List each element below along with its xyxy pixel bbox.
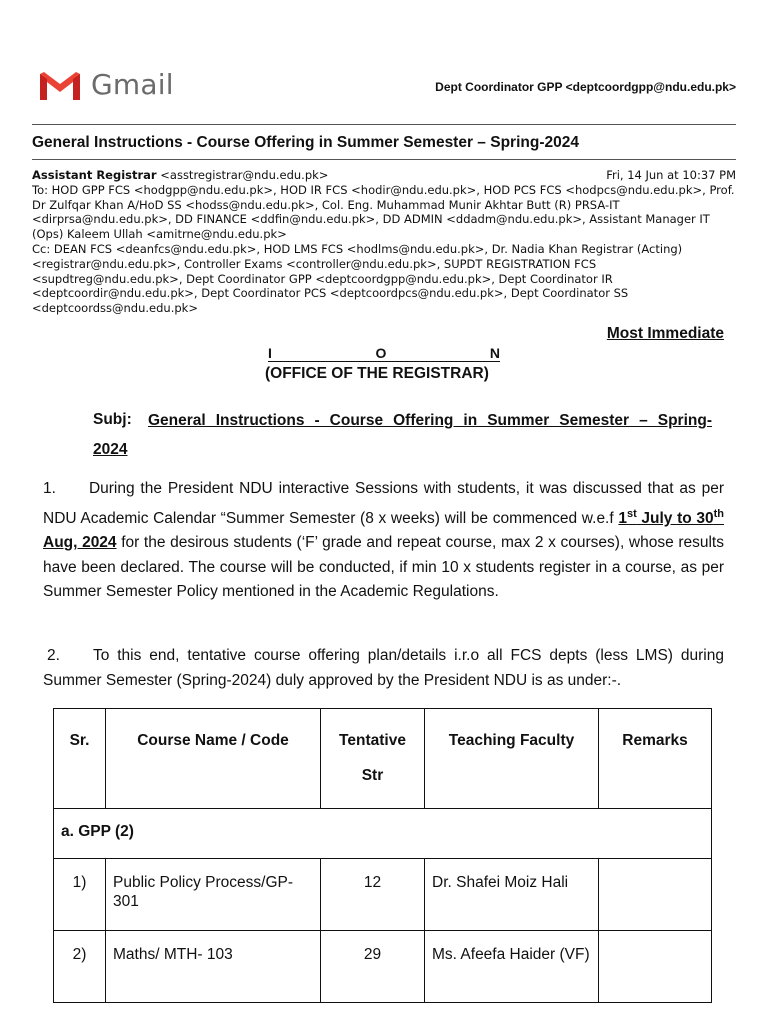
ion-letter: I: [268, 345, 272, 361]
cell-faculty: Dr. Shafei Moiz Hali: [425, 859, 599, 931]
para-text: for the desirous students (‘F’ grade and repeat course, max 2 x courses), whose results have been declared. The course will be conducted, if min 10 x students register in a course, as per Summer Semester Policy mentioned in the Academic Regulations.: [43, 534, 724, 601]
cell-remarks: [599, 931, 712, 1003]
course-offering-table: [53, 708, 712, 1003]
table-header-row: [54, 709, 712, 809]
memo-subject: General Instructions - Course Offering in Summer Semester – Spring-: [148, 412, 712, 429]
sender-email: <asstregistrar@ndu.edu.pk>: [160, 168, 329, 182]
para-number: 2.: [47, 647, 60, 664]
paragraph-2: [43, 644, 724, 693]
subject-label: Subj:: [93, 411, 132, 428]
header-strength-line1: Tentative: [339, 732, 406, 749]
cell-course: Public Policy Process/GP-301: [106, 859, 321, 931]
memo-subject-cont: 2024: [93, 441, 128, 458]
email-date: Fri, 14 Jun at 10:37 PM: [606, 168, 736, 182]
header-strength-line2: Str: [361, 767, 384, 784]
paragraph-1: [43, 477, 724, 605]
cell-course: Maths/ MTH- 103: [106, 931, 321, 1003]
cell-sr: 1): [54, 859, 106, 931]
date-end: Aug, 2024: [43, 534, 117, 552]
gmail-brand: Gmail: [91, 68, 174, 101]
date-suffix: th: [713, 507, 725, 520]
table-row: [54, 931, 712, 1003]
cc-recipients: Cc: DEAN FCS <deanfcs@ndu.edu.pk>, HOD LMS FCS <hodlms@ndu.edu.pk>, Dr. Nadia Khan Registrar (Acting) <registrar@ndu.edu.pk>, Controller Exams <controller@ndu.edu.pk>, SUPDT REGISTRATION FCS <supdtreg@ndu.edu.pk>, Dept Coordinator GPP <deptcoordgpp@ndu.edu.pk>, Dept Coordinator IR <deptcoordir@ndu.edu.pk>, Dept Coordinator PCS <deptcoordpcs@ndu.edu.pk>, Dept Coordinator SS <deptcoordss@ndu.edu.pk>: [32, 241, 683, 316]
date-day: 1: [618, 509, 627, 527]
header-remarks: Remarks: [599, 709, 712, 809]
sender-name: Assistant Registrar: [32, 168, 157, 182]
table-row: [54, 859, 712, 931]
office-heading: (OFFICE OF THE REGISTRAR): [265, 365, 489, 382]
email-subject: General Instructions - Course Offering in Summer Semester – Spring-2024: [32, 134, 579, 151]
header-faculty: Teaching Faculty: [425, 709, 599, 809]
cell-strength: 29: [321, 931, 425, 1003]
cell-faculty: Ms. Afeefa Haider (VF): [425, 931, 599, 1003]
ion-heading: [268, 346, 500, 362]
date-mid: July to 30: [636, 509, 714, 527]
cell-sr: 2): [54, 931, 106, 1003]
divider: [32, 159, 736, 160]
date-suffix: st: [626, 507, 637, 520]
cell-remarks: [599, 859, 712, 931]
section-label: a. GPP (2): [54, 809, 712, 859]
account-identity: Dept Coordinator GPP <deptcoordgpp@ndu.edu.pk>: [435, 80, 736, 94]
header-sr: Sr.: [54, 709, 106, 809]
email-meta: [32, 168, 736, 316]
para-number: 1.: [43, 480, 56, 497]
ion-letter: O: [375, 345, 387, 361]
ion-letter: N: [489, 345, 500, 361]
cell-strength: 12: [321, 859, 425, 931]
para-text: During the President NDU interactive Sessions with students, it was discussed that as per NDU Academic Calendar “Summer Semester (8 x weeks) will be commenced w.e.f: [43, 480, 724, 527]
header-course: Course Name / Code: [106, 709, 321, 809]
divider: [32, 124, 736, 125]
to-recipients: To: HOD GPP FCS <hodgpp@ndu.edu.pk>, HOD IR FCS <hodir@ndu.edu.pk>, HOD PCS FCS <hodpcs@ndu.edu.pk>, Prof. Dr Zulfqar Khan A/HoD SS <hodss@ndu.edu.pk>, Col. Eng. Muhammad Munir Akhtar Butt (R) PRSA-IT <dirprsa@ndu.edu.pk>, DD FINANCE <ddfin@ndu.edu.pk>, DD ADMIN <ddadm@ndu.edu.pk>, Assistant Manager IT (Ops) Kaleem Ullah <amitrne@ndu.edu.pk>: [32, 182, 735, 242]
priority-label: Most Immediate: [606, 325, 724, 342]
gmail-logo-icon: [38, 70, 82, 102]
section-row: [54, 809, 712, 859]
header-strength: [321, 709, 425, 809]
para-text: To this end, tentative course offering plan/details i.r.o all FCS depts (less LMS) during Summer Semester (Spring-2024) duly approved by the President NDU is as under:-.: [43, 647, 724, 689]
